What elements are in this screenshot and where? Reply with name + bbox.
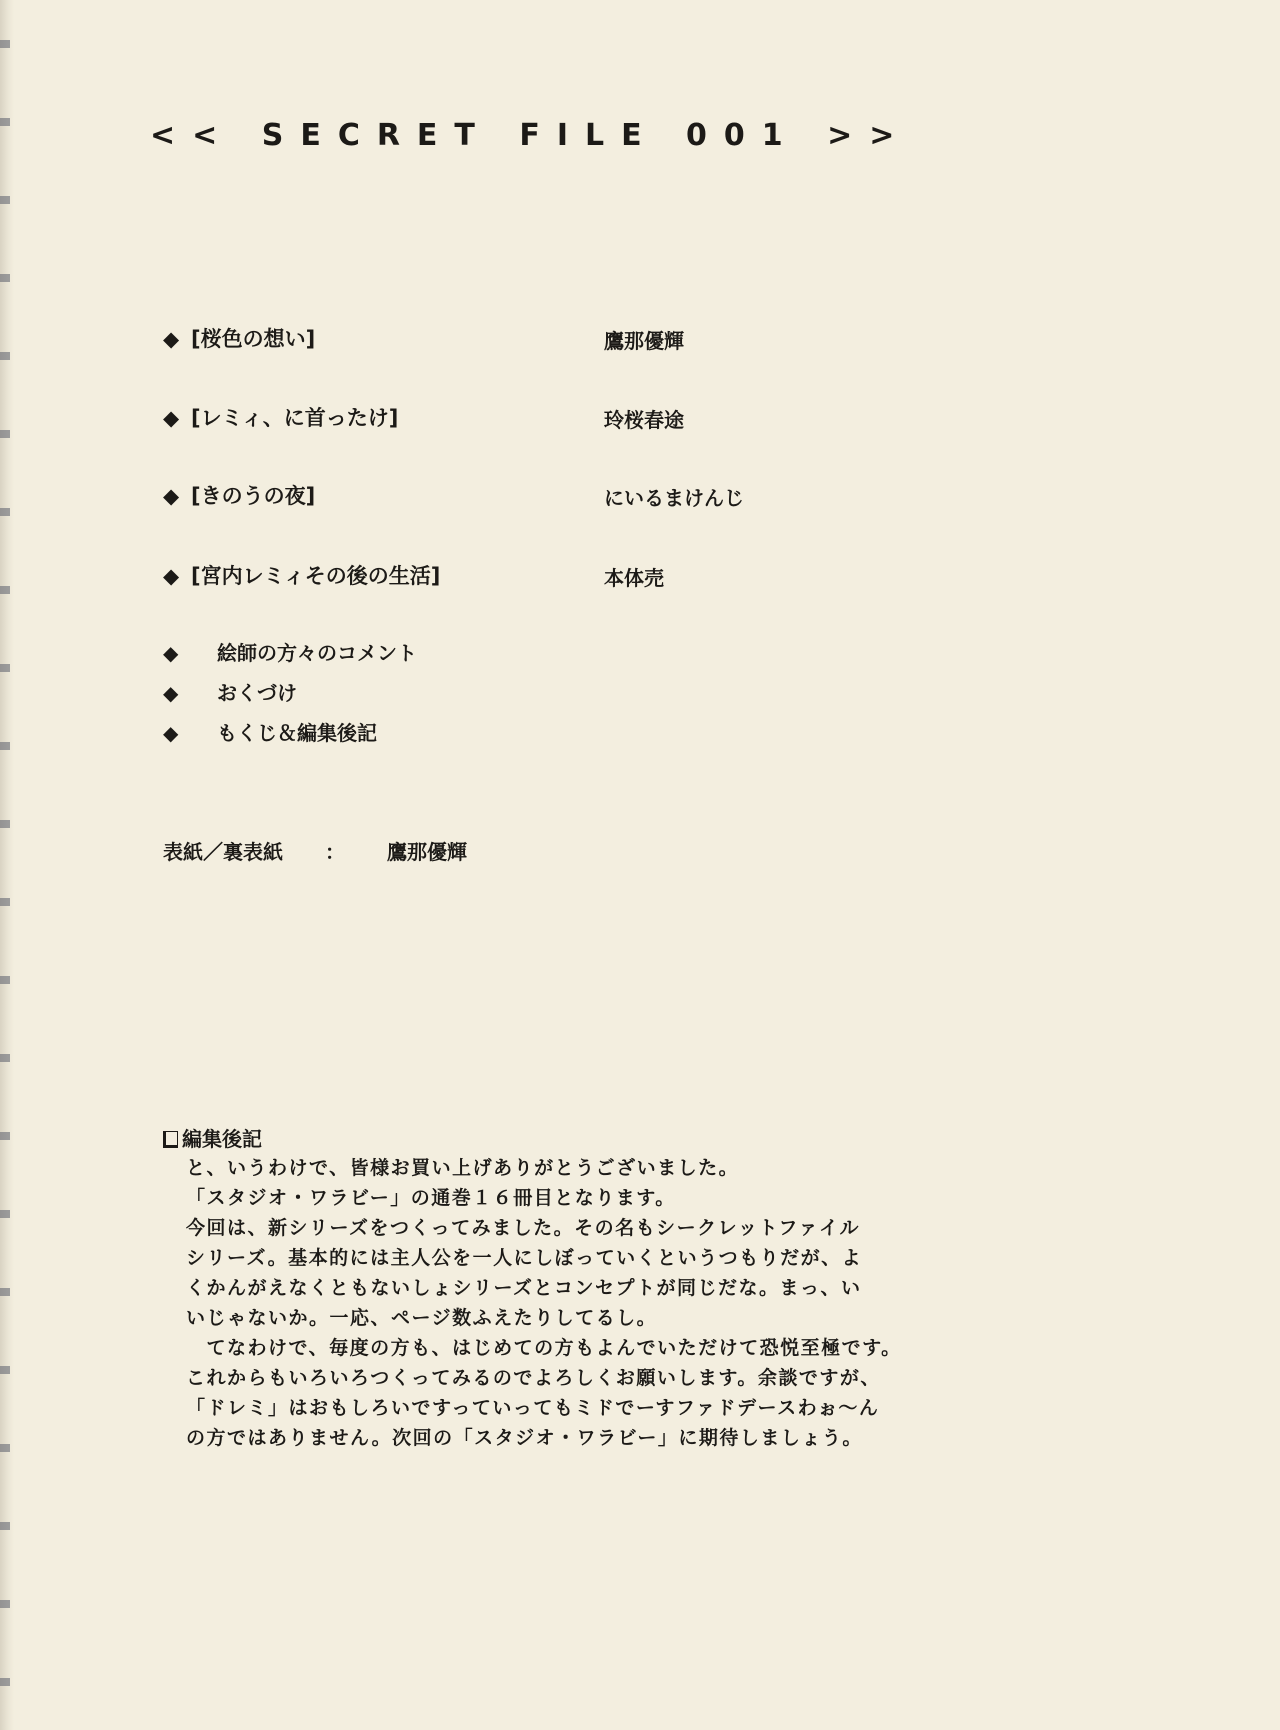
binding-marks bbox=[0, 0, 10, 1730]
cover-credit bbox=[163, 836, 467, 865]
afterword-line: 今回は、新シリーズをつくってみました。その名もシークレットファイル bbox=[186, 1217, 861, 1239]
toc-extra-3 bbox=[163, 717, 377, 746]
diamond-bullet-icon: ◆ bbox=[163, 641, 179, 665]
page-title: << SECRET FILE 001 >> bbox=[150, 118, 912, 153]
cover-separator: ： bbox=[325, 840, 345, 864]
toc-entry-3 bbox=[163, 480, 315, 510]
toc-entry-4 bbox=[163, 560, 440, 590]
toc-entry-title: [きのうの夜] bbox=[191, 484, 316, 508]
toc-entry-author: にいるまけんじ bbox=[604, 486, 744, 510]
toc-entry-author: 鷹那優輝 bbox=[604, 329, 684, 353]
afterword-line: と、いうわけで、皆様お買い上げありがとうございました。 bbox=[186, 1157, 740, 1179]
cover-label: 表紙／裏表紙 bbox=[163, 840, 283, 864]
afterword-line: いじゃないか。一応、ページ数ふえたりしてるし。 bbox=[186, 1307, 658, 1329]
afterword-line: くかんがえなくともないしょシリーズとコンセプトが同じだな。まっ、い bbox=[186, 1277, 862, 1299]
afterword-body bbox=[186, 1153, 902, 1453]
diamond-bullet-icon: ◆ bbox=[163, 564, 180, 588]
toc-entry-title: [レミィ、に首ったけ] bbox=[191, 406, 399, 430]
diamond-bullet-icon: ◆ bbox=[163, 484, 180, 508]
afterword-line: シリーズ。基本的には主人公を一人にしぼっていくというつもりだが、よ bbox=[186, 1247, 863, 1269]
afterword-line: の方ではありません。次回の「スタジオ・ワラビー」に期待しましょう。 bbox=[186, 1427, 863, 1449]
toc-entry-1 bbox=[163, 323, 315, 353]
toc-entry-author: 玲桜春途 bbox=[604, 408, 684, 432]
diamond-bullet-icon: ◆ bbox=[163, 327, 180, 351]
toc-extra-1 bbox=[163, 637, 417, 666]
afterword-heading-text: 編集後記 bbox=[182, 1127, 262, 1151]
toc-extra-label: もくじ＆編集後記 bbox=[217, 721, 377, 745]
afterword-heading bbox=[163, 1123, 262, 1152]
toc-entry-title: [桜色の想い] bbox=[191, 327, 316, 351]
toc-entry-2 bbox=[163, 402, 398, 432]
afterword-line: てなわけで、毎度の方も、はじめての方もよんでいただけて恐悦至極です。 bbox=[186, 1337, 902, 1359]
afterword-line: 「スタジオ・ワラビー」の通巻１６冊目となります。 bbox=[186, 1187, 676, 1209]
toc-extra-label: 絵師の方々のコメント bbox=[217, 641, 417, 665]
afterword-line: これからもいろいろつくってみるのでよろしくお願いします。余談ですが、 bbox=[186, 1367, 881, 1389]
diamond-bullet-icon: ◆ bbox=[163, 681, 179, 705]
diamond-bullet-icon: ◆ bbox=[163, 721, 179, 745]
toc-entry-title: [宮内レミィその後の生活] bbox=[191, 564, 441, 588]
toc-extra-2 bbox=[163, 677, 297, 706]
cover-author: 鷹那優輝 bbox=[387, 840, 467, 864]
toc-entry-author: 本体売 bbox=[604, 566, 664, 590]
corner-box-icon bbox=[163, 1131, 178, 1148]
toc-extra-label: おくづけ bbox=[217, 681, 297, 705]
afterword-line: 「ドレミ」はおもしろいですっていってもミドでーすファドデースわぉ〜ん bbox=[186, 1397, 880, 1419]
diamond-bullet-icon: ◆ bbox=[163, 406, 180, 430]
